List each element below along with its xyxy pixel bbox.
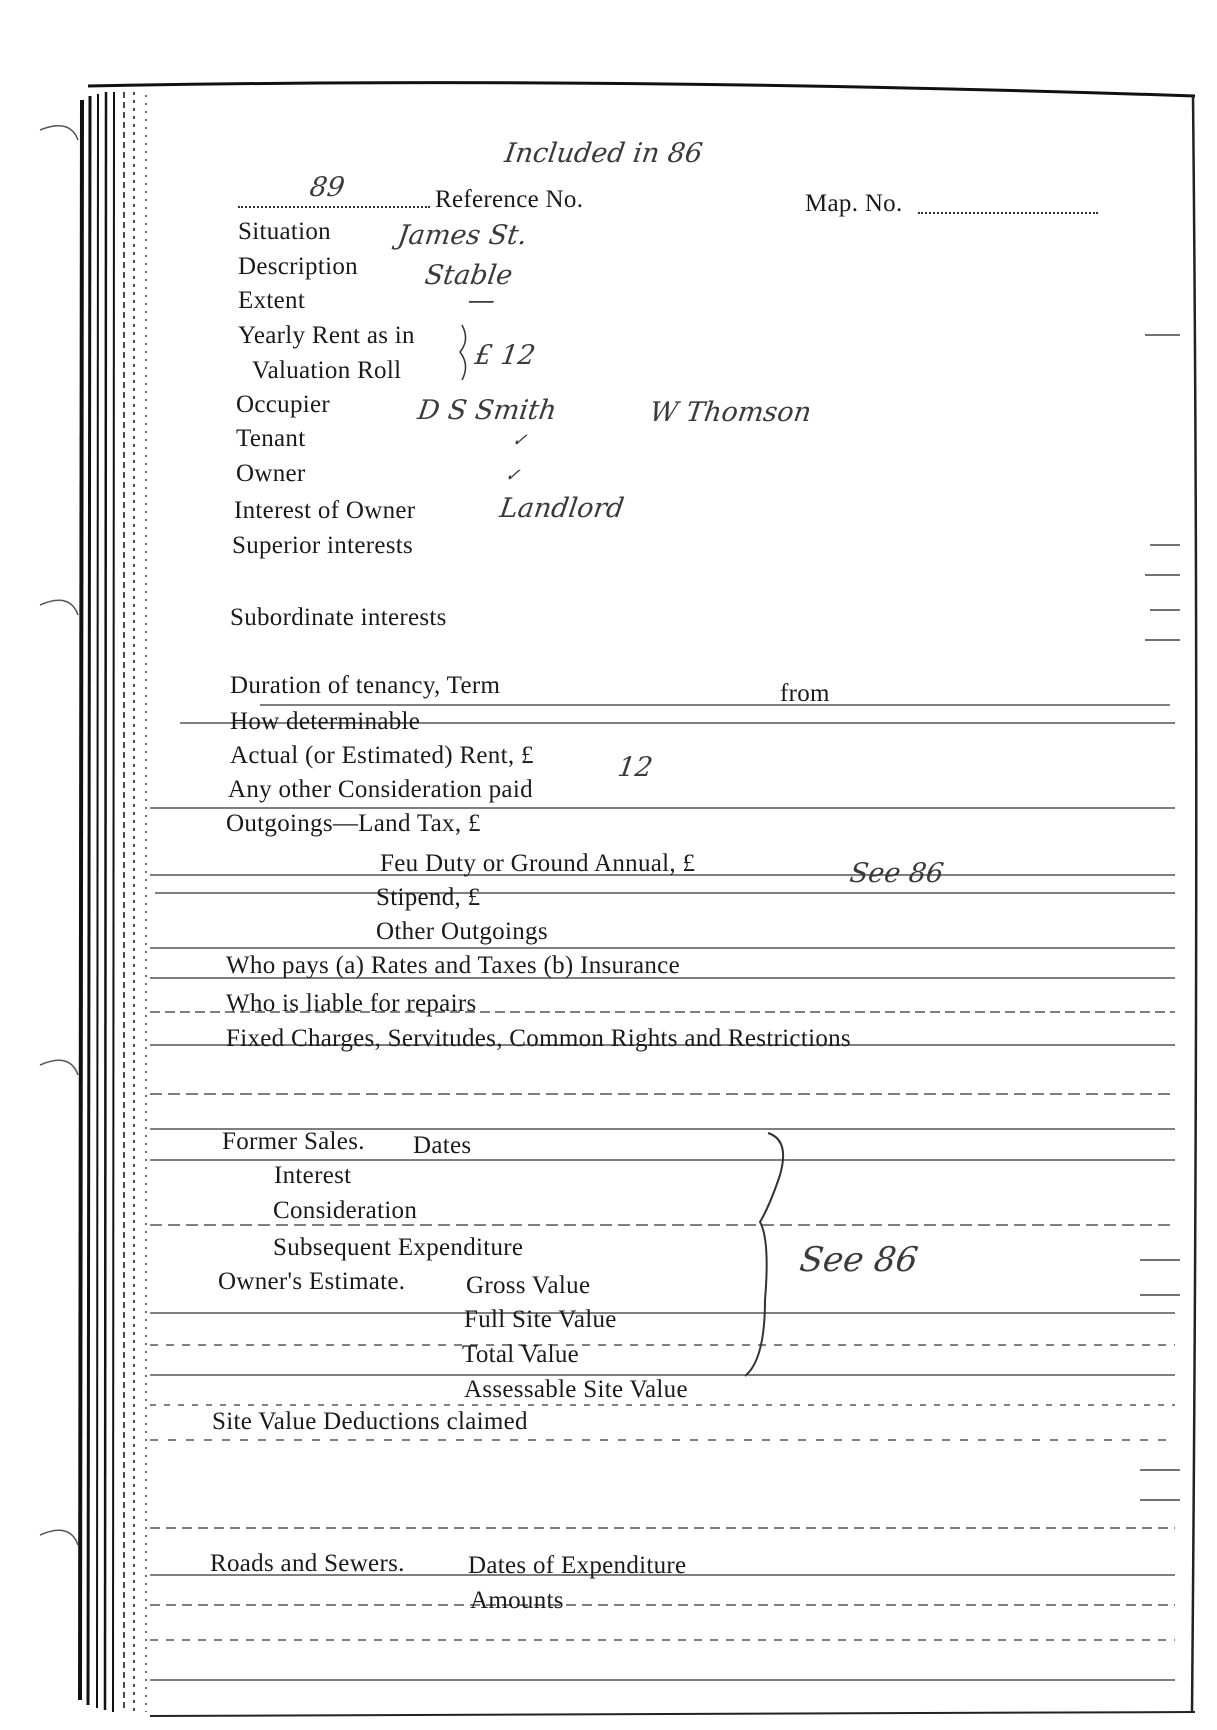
reference-no-label: Reference No. bbox=[435, 186, 584, 213]
total-value-label: Total Value bbox=[462, 1341, 580, 1368]
interest-label: Interest bbox=[274, 1162, 352, 1189]
brace-rent bbox=[460, 325, 466, 380]
subordinate-interests-label: Subordinate interests bbox=[230, 604, 447, 631]
site-value-deductions-label: Site Value Deductions claimed bbox=[212, 1408, 528, 1435]
margin-ticks bbox=[1140, 335, 1180, 1500]
superior-interests-label: Superior interests bbox=[232, 532, 414, 559]
former-sales-label: Former Sales. bbox=[222, 1128, 365, 1155]
feu-value: See 86 bbox=[847, 858, 946, 889]
stipend-label: Stipend, £ bbox=[376, 884, 481, 911]
owner-label: Owner bbox=[236, 460, 306, 487]
how-determinable-label: How determinable bbox=[230, 708, 421, 735]
yearly-rent-label: Yearly Rent as in bbox=[238, 322, 415, 349]
occupier-label: Occupier bbox=[236, 391, 331, 418]
occupier-value-1: D S Smith bbox=[415, 395, 559, 426]
hole-punch-marks bbox=[40, 126, 78, 1545]
brace-former-sales bbox=[745, 1133, 783, 1376]
other-consideration-label: Any other Consideration paid bbox=[228, 776, 533, 803]
outgoings-label: Outgoings—Land Tax, £ bbox=[226, 810, 481, 837]
actual-rent-value: 12 bbox=[615, 752, 655, 783]
feu-duty-label: Feu Duty or Ground Annual, £ bbox=[380, 850, 696, 877]
duration-label: Duration of tenancy, Term bbox=[230, 672, 501, 699]
map-no-label: Map. No. bbox=[805, 190, 903, 217]
extent-value: — bbox=[465, 285, 498, 316]
subsequent-expenditure-label: Subsequent Expenditure bbox=[273, 1234, 524, 1261]
tenant-check: ✓ bbox=[510, 430, 529, 451]
valuation-roll-label: Valuation Roll bbox=[252, 357, 402, 384]
handwritten-note: Included in 86 bbox=[502, 138, 705, 169]
binding-edge bbox=[80, 92, 146, 1712]
rent-value: £ 12 bbox=[472, 340, 538, 371]
map-dotted-line bbox=[918, 212, 1098, 214]
interest-of-owner-label: Interest of Owner bbox=[234, 497, 416, 524]
full-site-value-label: Full Site Value bbox=[464, 1306, 617, 1333]
interest-value: Landlord bbox=[497, 493, 626, 524]
amounts-label: Amounts bbox=[470, 1587, 564, 1614]
owner-check: ✓ bbox=[503, 465, 522, 486]
consideration-label: Consideration bbox=[273, 1197, 418, 1224]
actual-rent-label: Actual (or Estimated) Rent, £ bbox=[230, 742, 534, 769]
who-pays-label: Who pays (a) Rates and Taxes (b) Insurance bbox=[226, 952, 680, 979]
fixed-charges-label: Fixed Charges, Servitudes, Common Rights and Restrictions bbox=[226, 1025, 851, 1052]
reference-value: 89 bbox=[307, 172, 347, 203]
tenant-label: Tenant bbox=[236, 425, 306, 452]
roads-sewers-label: Roads and Sewers. bbox=[210, 1550, 405, 1577]
other-outgoings-label: Other Outgoings bbox=[376, 918, 548, 945]
situation-label: Situation bbox=[238, 218, 331, 245]
owners-estimate-label: Owner's Estimate. bbox=[218, 1268, 406, 1295]
reference-dotted-line bbox=[238, 206, 430, 208]
occupier-value-2: W Thomson bbox=[647, 397, 814, 428]
gross-value-label: Gross Value bbox=[466, 1272, 591, 1299]
from-label: from bbox=[780, 680, 830, 707]
extent-label: Extent bbox=[238, 287, 306, 314]
dates-label: Dates bbox=[413, 1132, 472, 1159]
situation-value: James St. bbox=[395, 220, 530, 251]
description-label: Description bbox=[238, 253, 358, 280]
assessable-site-value-label: Assessable Site Value bbox=[464, 1376, 688, 1403]
dates-of-expenditure-label: Dates of Expenditure bbox=[468, 1552, 687, 1579]
who-liable-label: Who is liable for repairs bbox=[226, 990, 477, 1017]
description-value: Stable bbox=[422, 260, 515, 291]
former-sales-value: See 86 bbox=[797, 1240, 921, 1280]
